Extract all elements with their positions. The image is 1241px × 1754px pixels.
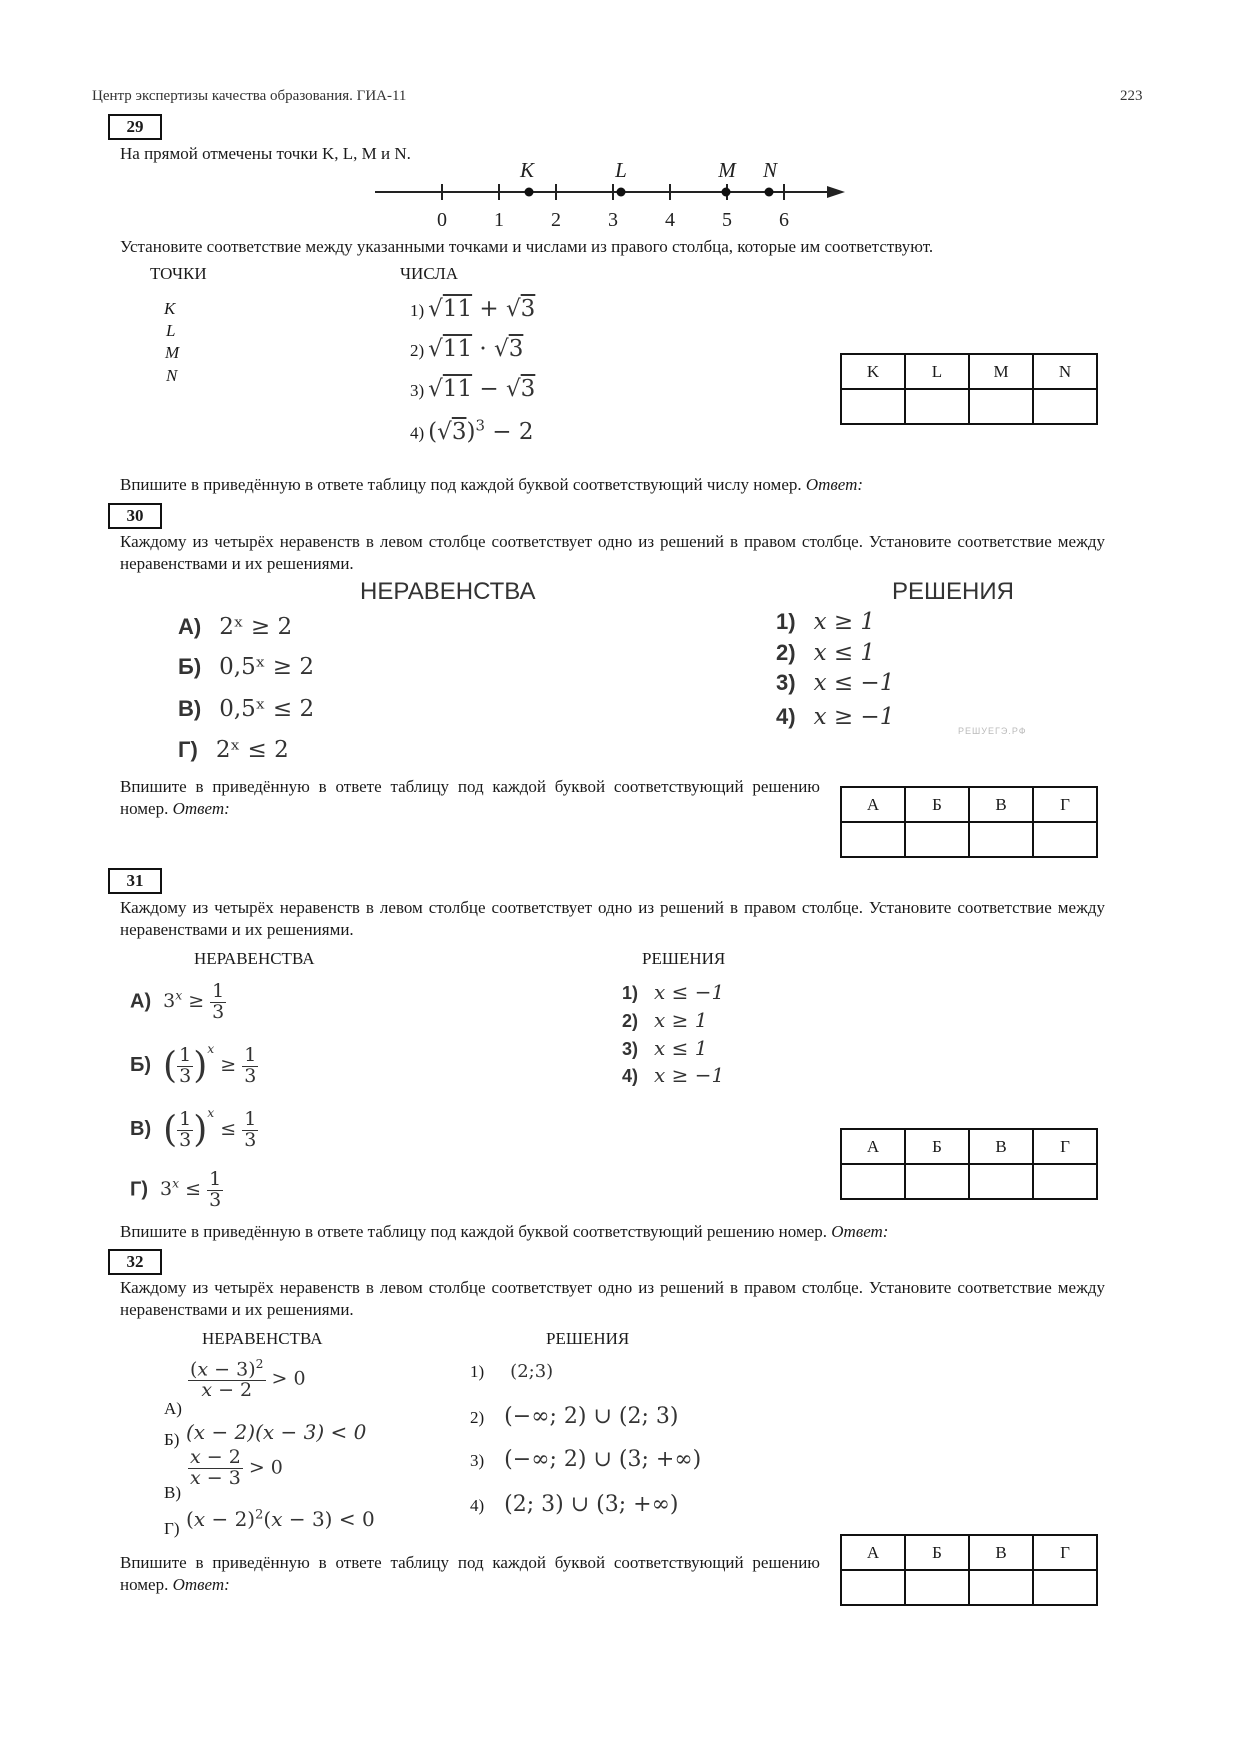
answer-cell[interactable] — [905, 1164, 969, 1199]
task-29-intro: На прямой отмечены точки K, L, M и N. — [120, 144, 411, 163]
answer-label: Ответ: — [172, 799, 230, 818]
task-30-footer — [120, 776, 820, 820]
inequality-label-a: А) — [164, 1399, 182, 1418]
solution-label: 2) — [622, 1011, 639, 1031]
answer-header-cell: А — [841, 787, 905, 822]
answer-header-cell: В — [969, 1129, 1033, 1164]
inequality-label: В) — [130, 1118, 152, 1140]
answer-header-cell: Б — [905, 1535, 969, 1570]
footer-text: Впишите в приведённую в ответе таблицу под каждой буквой соответствующий решению номер. — [120, 1222, 828, 1241]
solution-label: 3) — [622, 1039, 639, 1059]
answer-header-cell: M — [969, 354, 1033, 389]
inequality-b-expression: (x − 2)(x − 3) < 0 — [186, 1420, 367, 1444]
tick-label: 2 — [551, 209, 561, 231]
inequality-label: Г) — [178, 737, 198, 762]
point-item-m: M — [165, 343, 180, 362]
task-31-number: 31 — [108, 868, 162, 894]
solution-expression: x ≤ −1 — [813, 670, 895, 696]
inequality-expression: ( $\frac{1}{3}$ )$^x$ ≤ $\frac{1}{3}$ — [163, 1106, 257, 1151]
answer-cell[interactable] — [969, 822, 1033, 857]
solution-3 — [622, 1036, 708, 1060]
answer-cell[interactable] — [841, 389, 905, 424]
inequality-a — [178, 614, 292, 640]
solution-expression: (−∞; 2) ∪ (3; +∞) — [504, 1447, 702, 1472]
number-option-1 — [410, 296, 535, 322]
sqrt-expression: √11 − √3 — [428, 376, 536, 402]
answer-cell[interactable] — [841, 1164, 905, 1199]
tick-label: 0 — [437, 209, 447, 231]
solutions-heading: РЕШЕНИЯ — [546, 1329, 630, 1348]
task-32-condition: Каждому из четырёх неравенств в левом столбце соответствует одно из решений в правом столбце. Установите соответствие между неравенствами и их решениями. — [120, 1278, 1105, 1319]
inequality-c — [130, 1106, 258, 1151]
inequality-label: Г) — [130, 1178, 148, 1201]
task-31-condition: Каждому из четырёх неравенств в левом столбце соответствует одно из решений в правом столбце. Установите соответствие между неравенствами и их решениями. — [120, 898, 1105, 939]
inequality-d-expression: $(x - 2)^2(x - 3) < 0$ — [186, 1507, 375, 1531]
point-k — [525, 188, 534, 197]
point-item-n: N — [166, 366, 178, 385]
solution-expression: x ≤ −1 — [654, 980, 725, 1004]
answer-header-cell: А — [841, 1535, 905, 1570]
task-30-number: 30 — [108, 503, 162, 529]
point-item-k: K — [164, 299, 176, 318]
answer-cell[interactable] — [1033, 822, 1097, 857]
solution-2 — [776, 640, 875, 666]
answer-cell[interactable] — [1033, 1164, 1097, 1199]
option-label: 2) — [410, 341, 425, 360]
solution-2 — [470, 1404, 679, 1429]
inequalities-heading: НЕРАВЕНСТВА — [194, 949, 315, 968]
answer-header-cell: А — [841, 1129, 905, 1164]
solution-3 — [776, 670, 894, 696]
answer-header-cell: N — [1033, 354, 1097, 389]
solution-label: 4) — [622, 1066, 639, 1086]
task-29-instruction: Установите соответствие между указанными точками и числами из правого столбца, которые им соответствуют. — [120, 237, 934, 256]
power-expression: $(√3)^3 - 2$ — [428, 416, 534, 445]
answer-cell[interactable] — [1033, 389, 1097, 424]
tick-label: 5 — [722, 209, 732, 231]
number-line — [375, 160, 845, 232]
point-label-l: L — [615, 160, 627, 182]
solution-4 — [470, 1492, 679, 1517]
answer-table-30 — [840, 786, 1098, 858]
solution-label: 1) — [470, 1362, 485, 1381]
solution-expression: x ≤ 1 — [813, 640, 876, 666]
footer-text: Впишите в приведённую в ответе таблицу под каждой буквой соответствующий решению номер. — [120, 777, 820, 818]
answer-cell[interactable] — [969, 1164, 1033, 1199]
answer-header-cell: L — [905, 354, 969, 389]
option-label: 3) — [410, 381, 425, 400]
inequality-label: А) — [178, 614, 202, 639]
page-number: 223 — [1120, 88, 1143, 104]
inequality-label-d: Г) — [164, 1519, 180, 1538]
answer-cell[interactable] — [841, 822, 905, 857]
inequalities-heading: НЕРАВЕНСТВА — [360, 578, 536, 605]
task-29-number: 29 — [108, 114, 162, 140]
solution-expression: x ≤ 1 — [654, 1036, 708, 1060]
answer-cell[interactable] — [905, 822, 969, 857]
inequality-b — [130, 1042, 258, 1087]
solution-label: 1) — [776, 609, 796, 634]
task-32-footer — [120, 1552, 820, 1596]
answer-label: Ответ: — [172, 1575, 230, 1594]
numbers-column-heading: ЧИСЛА — [400, 264, 459, 283]
inequality-expression: ( $\frac{1}{3}$ )$^x$ ≥ $\frac{1}{3}$ — [163, 1042, 257, 1087]
watermark: РЕШУЕГЭ.РФ — [958, 726, 1027, 736]
answer-cell[interactable] — [841, 1570, 905, 1605]
inequality-b — [178, 654, 314, 680]
solution-1 — [470, 1361, 553, 1383]
inequality-d — [178, 737, 289, 763]
answer-label: Ответ: — [805, 475, 864, 494]
inequality-c — [178, 696, 314, 722]
answer-header-cell: Г — [1033, 1129, 1097, 1164]
answer-cell[interactable] — [905, 389, 969, 424]
answer-cell[interactable] — [969, 389, 1033, 424]
solution-label: 4) — [776, 704, 796, 729]
page-header-title: Центр экспертизы качества образования. ГИА-11 — [92, 88, 407, 104]
task-29-footer — [120, 474, 863, 496]
solution-4 — [776, 704, 894, 730]
task-30-condition: Каждому из четырёх неравенств в левом столбце соответствует одно из решений в правом столбце. Установите соответствие между неравенствами и их решениями. — [120, 532, 1105, 573]
number-option-2 — [410, 336, 523, 362]
inequality-label: Б) — [130, 1054, 152, 1076]
points-column-heading: ТОЧКИ — [150, 264, 207, 283]
inequality-expression: 0,5ˣ ≥ 2 — [219, 654, 314, 680]
solution-1 — [622, 980, 724, 1004]
point-label-k: K — [519, 160, 535, 182]
inequality-a — [130, 982, 226, 1023]
solution-expression: (2; 3) ∪ (3; +∞) — [504, 1492, 679, 1517]
footer-text: Впишите в приведённую в ответе таблицу под каждой буквой соответствующий решению номер. — [120, 1553, 820, 1594]
solutions-heading: РЕШЕНИЯ — [892, 578, 1014, 605]
answer-header-cell: Б — [905, 1129, 969, 1164]
solution-label: 4) — [470, 1496, 485, 1515]
point-label-n: N — [762, 160, 778, 182]
solution-label: 2) — [470, 1408, 485, 1427]
inequality-label: В) — [178, 696, 202, 721]
sqrt-expression: √11 · √3 — [428, 336, 524, 362]
task-31-footer — [120, 1221, 888, 1243]
solution-label: 3) — [470, 1451, 485, 1470]
solution-expression: x ≥ −1 — [654, 1063, 725, 1087]
answer-header-cell: Б — [905, 787, 969, 822]
inequality-label-c: В) — [164, 1483, 181, 1502]
number-option-4 — [410, 416, 533, 445]
tick-label: 1 — [494, 209, 504, 231]
answer-table-31 — [840, 1128, 1098, 1200]
solution-label: 2) — [776, 640, 796, 665]
tick-label: 4 — [665, 209, 675, 231]
point-label-m: M — [718, 160, 736, 182]
answer-label: Ответ: — [831, 1222, 889, 1241]
inequality-label: Б) — [178, 654, 202, 679]
inequality-a-expression: $\frac{(x - 3)^2}{x - 2}$ > 0 — [190, 1357, 306, 1402]
solution-3 — [470, 1447, 701, 1472]
solution-2 — [622, 1008, 708, 1032]
inequality-expression: 2ˣ ≥ 2 — [219, 614, 293, 640]
option-label: 1) — [410, 301, 425, 320]
task-32-number: 32 — [108, 1249, 162, 1275]
answer-header-cell: В — [969, 1535, 1033, 1570]
solution-label: 1) — [622, 983, 639, 1003]
point-m — [722, 188, 731, 197]
point-n — [765, 188, 774, 197]
inequality-expression: $3^x$ ≤ $\frac{1}{3}$ — [160, 1168, 222, 1211]
inequality-label-b: Б) — [164, 1430, 180, 1449]
point-item-l: L — [166, 321, 176, 340]
answer-header-cell: В — [969, 787, 1033, 822]
solutions-heading: РЕШЕНИЯ — [642, 949, 726, 968]
answer-header-cell: Г — [1033, 1535, 1097, 1570]
solution-expression: (2;3) — [510, 1361, 554, 1382]
tick-label: 6 — [779, 209, 789, 231]
answer-cell[interactable] — [969, 1570, 1033, 1605]
answer-header-cell: K — [841, 354, 905, 389]
inequalities-heading: НЕРАВЕНСТВА — [202, 1329, 323, 1348]
solution-expression: x ≥ 1 — [813, 609, 876, 635]
answer-table-32 — [840, 1534, 1098, 1606]
solution-label: 3) — [776, 670, 796, 695]
answer-table-29 — [840, 353, 1098, 425]
inequality-label: А) — [130, 990, 152, 1013]
solution-expression: (−∞; 2) ∪ (2; 3) — [504, 1404, 679, 1429]
answer-header-cell: Г — [1033, 787, 1097, 822]
inequality-c-expression: $\frac{x - 2}{x - 3}$ > 0 — [190, 1446, 283, 1489]
point-l — [617, 188, 626, 197]
solution-expression: x ≥ −1 — [813, 704, 895, 730]
inequality-d — [130, 1170, 223, 1211]
axis-arrow — [827, 186, 845, 198]
sqrt-expression: √11 + √3 — [428, 296, 536, 322]
tick-label: 3 — [608, 209, 618, 231]
solution-1 — [776, 609, 875, 635]
solution-4 — [622, 1063, 724, 1087]
solution-expression: x ≥ 1 — [654, 1008, 708, 1032]
option-label: 4) — [410, 423, 425, 443]
inequality-expression: $3^x$ ≥ $\frac{1}{3}$ — [163, 980, 225, 1023]
inequality-expression: 2ˣ ≤ 2 — [215, 737, 289, 763]
number-option-3 — [410, 376, 535, 402]
inequality-expression: 0,5ˣ ≤ 2 — [219, 696, 315, 722]
answer-cell[interactable] — [905, 1570, 969, 1605]
answer-cell[interactable] — [1033, 1570, 1097, 1605]
footer-text: Впишите в приведённую в ответе таблицу под каждой буквой соответствующий числу номер. — [120, 475, 802, 494]
